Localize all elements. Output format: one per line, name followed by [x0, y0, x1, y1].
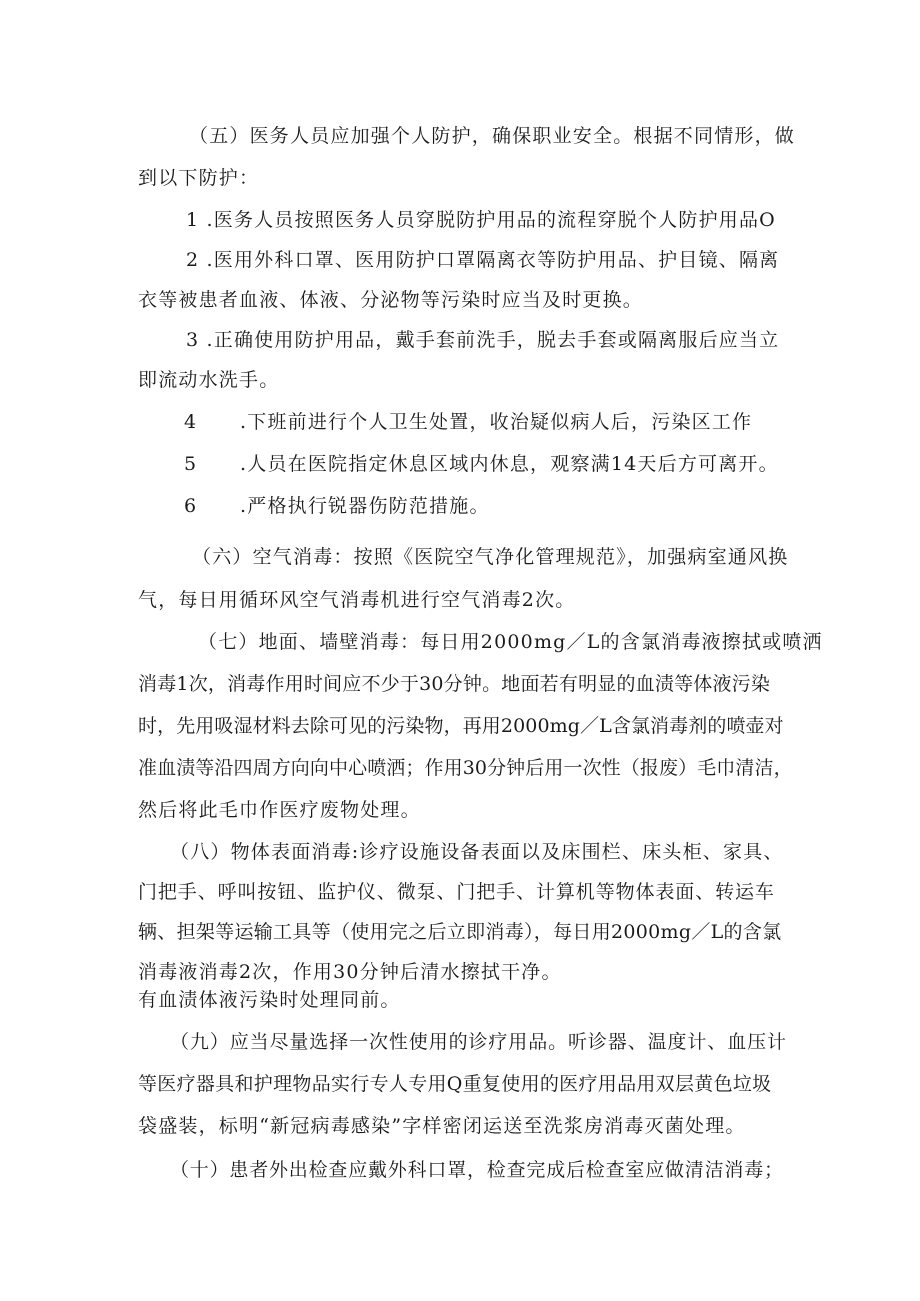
paragraph-line: 衣等被患者血液、体液、分泌物等污染时应当及时更换。 [138, 289, 644, 311]
paragraph-line: 即流动水洗手。 [138, 369, 280, 391]
paragraph-line: （六）空气消毒：按照《医院空气净化管理规范》，加强病室通风换 [192, 546, 789, 568]
paragraph-line: 门把手、呼叫按钮、监护仪、微泵、门把手、计算机等物体表面、转运车 [138, 881, 775, 903]
paragraph-line: （七）地面、墙壁消毒：每日用2000mg／L的含氯消毒液擦拭或喷洒 [198, 631, 823, 653]
list-number: 4 [184, 411, 197, 433]
list-item: .严格执行锐器伤防范措施。 [240, 495, 490, 517]
paragraph-line: （九）应当尽量选择一次性使用的诊疗用品。听诊器、温度计、血压计 [170, 1031, 787, 1053]
paragraph-line: 等医疗器具和护理物品实行专人专用Q重复使用的医疗用品用双层黄色垃圾 [138, 1073, 772, 1095]
paragraph-line: （八）物体表面消毒:诊疗设施设备表面以及床围栏、床头柜、家具、 [170, 841, 784, 863]
list-item: 3 .正确使用防护用品，戴手套前洗手，脱去手套或隔离服后应当立 [186, 329, 780, 351]
paragraph-line: 气，每日用循环风空气消毒机进行空气消毒2次。 [138, 589, 576, 611]
paragraph-line: 消毒液消毒2次，作用30分钟后清水擦拭干净。 [138, 961, 562, 983]
paragraph-line: 然后将此毛巾作医疗废物处理。 [138, 799, 421, 821]
paragraph-line: （五）医务人员应加强个人防护，确保职业安全。根据不同情形，做 [189, 125, 796, 147]
paragraph-line: 准血渍等沿四周方向向中心喷洒；作用30分钟后用一次性（报废）毛巾清洁， [138, 757, 793, 779]
list-item: 1 .医务人员按照医务人员穿脱防护用品的流程穿脱个人防护用品O [186, 209, 776, 231]
list-item: .人员在医院指定休息区域内休息，观察满14天后方可离开。 [240, 453, 779, 475]
paragraph-line: （十）患者外出检查应戴外科口罩，检查完成后检查室应做清洁消毒； [170, 1159, 784, 1181]
paragraph-line: 时，先用吸湿材料去除可见的污染物，再用2000mg／L含氯消毒剂的喷壶对 [138, 715, 784, 737]
list-number: 6 [184, 495, 197, 517]
paragraph-line: 到以下防护： [138, 167, 260, 189]
paragraph-line: 袋盛装，标明“新冠病毒感染”字样密闭运送至洗浆房消毒灭菌处理。 [138, 1115, 746, 1137]
paragraph-line: 辆、担架等运输工具等（使用完之后立即消毒），每日用2000mg／L的含氯 [138, 921, 782, 943]
list-item: 2 .医用外科口罩、医用防护口罩隔离衣等防护用品、护目镜、隔离 [186, 249, 780, 271]
paragraph-line: 消毒1次，消毒作用时间应不少于30分钟。地面若有明显的血渍等体液污染 [138, 673, 771, 695]
paragraph-line: 有血渍体液污染时处理同前。 [138, 989, 401, 1011]
list-number: 5 [184, 453, 197, 475]
list-item: .下班前进行个人卫生处置，收治疑似病人后，污染区工作 [240, 411, 753, 433]
